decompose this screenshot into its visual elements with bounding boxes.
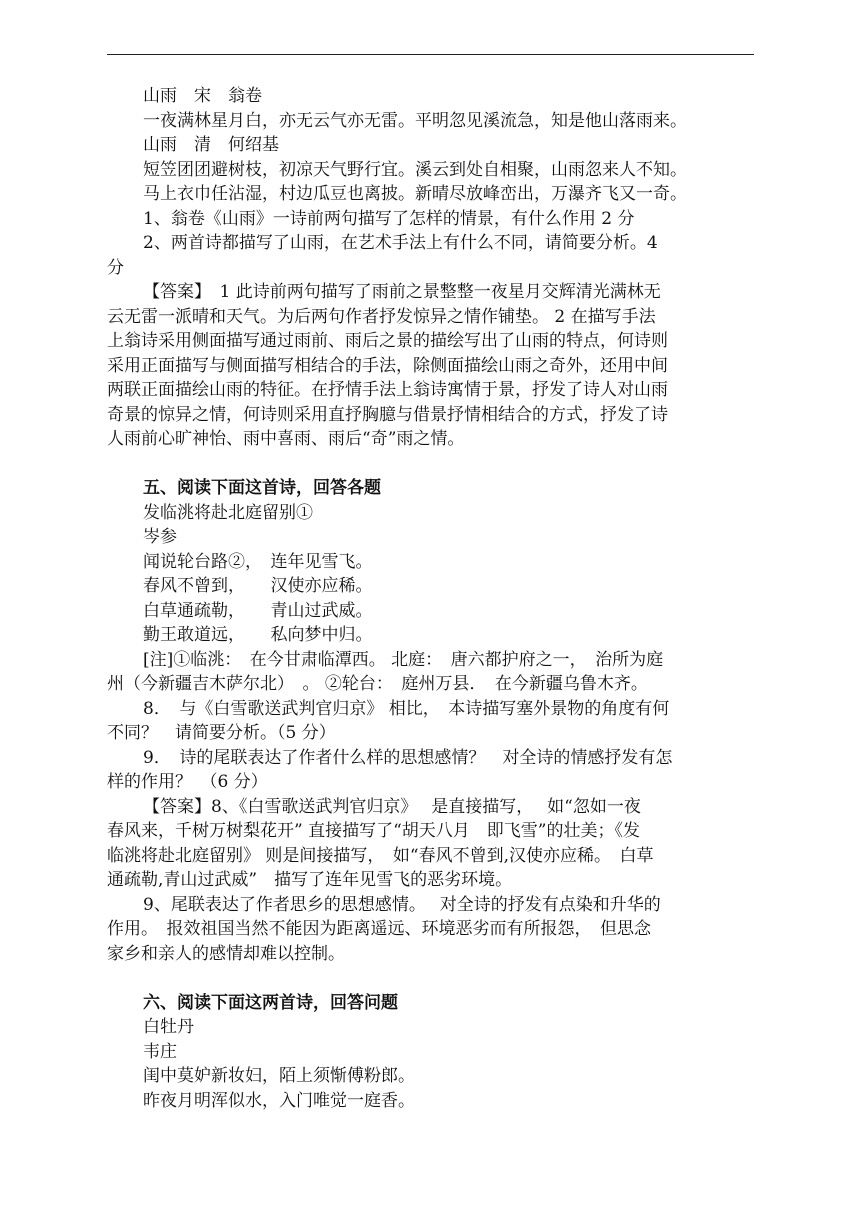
section-six: [107, 991, 754, 1114]
answer-line: 通疏勒,青山过武威” 描写了连年见雪飞的恶劣环境。: [107, 870, 513, 890]
question-9: 9． 诗的尾联表达了作者什么样的思想感情？ 对全诗的情感抒发有怎: [143, 747, 673, 768]
answer-line: 上翁诗采用侧面描写通过雨前、雨后之景的描绘写出了山雨的特点，何诗则: [107, 331, 668, 351]
poem-line: 勤王敢道远， 私向梦中归。: [143, 625, 373, 645]
header-rule: [107, 54, 754, 55]
answer-line: 春风来，千树万树梨花开” 直接描写了“胡天八月 即飞雪”的壮美；《发: [107, 821, 640, 841]
question-2-cont: 分: [107, 257, 124, 278]
question-9-cont: 样的作用？ （6 分）: [107, 772, 268, 792]
question-8-cont: 不同？ 请简要分析。（5 分）: [107, 723, 336, 743]
poem-title-weng: 山雨 宋 翁卷: [143, 86, 262, 106]
document-body: [107, 84, 754, 1113]
answer-line: 家乡和亲人的感情却难以控制。: [107, 943, 345, 964]
poem-text-weng: 一夜满林星月白，亦无云气亦无雷。平明忽见溪流急，知是他山落雨来。: [143, 110, 687, 131]
poem-line: 闺中莫妒新妆妇，陌上须惭傅粉郎。: [143, 1066, 415, 1086]
question-8: 8． 与《白雪歌送武判官归京》 相比， 本诗描写塞外景物的角度有何: [143, 698, 670, 719]
question-2: 2、两首诗都描写了山雨，在艺术手法上有什么不同，请简要分析。4: [143, 233, 658, 253]
section-heading: 五、阅读下面这首诗，回答各题: [143, 478, 381, 498]
section-five: [107, 476, 754, 966]
answer-line: 人雨前心旷神怡、雨中喜雨、雨后“奇”雨之情。: [107, 429, 465, 449]
answer-line: 云无雷一派晴和天气。为后两句作者抒发惊异之情作铺垫。 2 在描写手法: [107, 306, 656, 327]
note-line: 州（今新疆吉木萨尔北） 。 ②轮台： 庭州万县． 在今新疆乌鲁木齐。: [107, 674, 648, 694]
section-shanyu: [107, 84, 754, 452]
question-1: 1、翁卷《山雨》一诗前两句描写了怎样的情景，有什么作用 2 分: [143, 208, 635, 229]
poem-title-he: 山雨 清 何绍基: [143, 135, 279, 155]
answer-line: 奇景的惊异之情，何诗则采用直抒胸臆与借景抒情相结合的方式，抒发了诗: [107, 404, 668, 425]
poem-text-he-1: 短笠团团避树枝，初凉天气野行宜。溪云到处自相聚，山雨忽来人不知。: [143, 159, 687, 180]
answer-line: 【答案】8、《白雪歌送武判官归京》 是直接描写， 如“忽如一夜: [143, 796, 641, 817]
answer-line: 9、尾联表达了作者思乡的思想感情。 对全诗的抒发有点染和升华的: [143, 894, 661, 915]
poem-line: 白草通疏勒， 青山过武威。: [143, 600, 373, 621]
answer-line: 采用正面描写与侧面描写相结合的手法，除侧面描绘山雨之奇外，还用中间: [107, 355, 668, 376]
answer-line: 【答案】 1 此诗前两句描写了雨前之景整整一夜星月交辉清光满林无: [143, 282, 661, 302]
poem-author: 韦庄: [143, 1041, 177, 1062]
poem-title: 发临洮将赴北庭留别①: [143, 502, 313, 523]
poem-title: 白牡丹: [143, 1017, 194, 1037]
poem-author: 岑参: [143, 527, 177, 547]
answer-line: 两联正面描绘山雨的特征。在抒情手法上翁诗寓情于景，抒发了诗人对山雨: [107, 380, 668, 400]
section-heading: 六、阅读下面这两首诗，回答问题: [143, 992, 398, 1013]
poem-text-he-2: 马上衣巾任沾湿，村边瓜豆也离披。新晴尽放峰峦出，万瀑齐飞又一奇。: [143, 184, 687, 204]
poem-line: 春风不曾到， 汉使亦应稀。: [143, 576, 373, 596]
note-line: [注]①临洮： 在今甘肃临潭西。 北庭： 唐六都护府之一， 治所为庭: [143, 649, 664, 670]
poem-line: 昨夜月明浑似水，入门唯觉一庭香。: [143, 1090, 415, 1111]
answer-line: 作用。 报效祖国当然不能因为距离遥远、环境恶劣而有所报怨， 但思念: [107, 919, 651, 939]
poem-line: 闻说轮台路②， 连年见雪飞。: [143, 551, 373, 572]
answer-line: 临洮将赴北庭留别》 则是间接描写， 如“春风不曾到,汉使亦应稀。 白草: [107, 845, 654, 866]
